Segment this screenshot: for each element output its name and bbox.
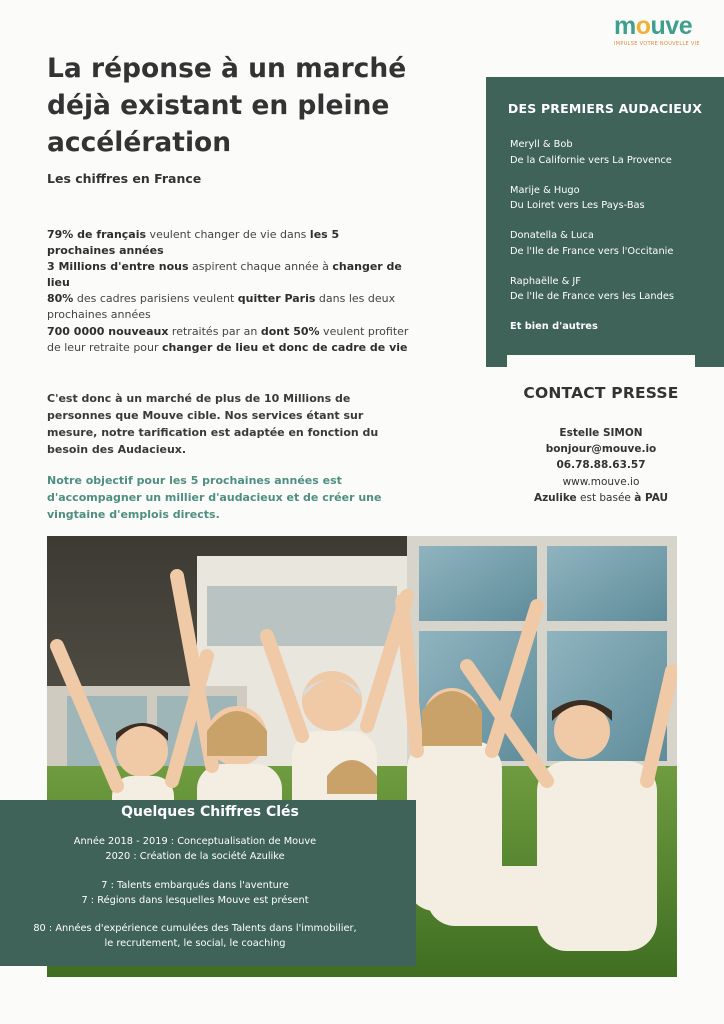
key-figure-line: 2020 : Création de la société Azulike xyxy=(105,851,285,863)
market-paragraph: C'est donc à un marché de plus de 10 Millions de personnes que Mouve cible. Nos services étant sur mesure, notre tarification est adaptée en fonction du besoin des Audacieux. xyxy=(47,392,379,456)
logo-wordmark: mouve xyxy=(614,12,693,40)
panel-more-text: Et bien d'autres xyxy=(510,321,598,332)
key-figures-title: Quelques Chiffres Clés xyxy=(121,804,299,820)
entry-names: Marije & Hugo xyxy=(510,184,580,196)
key-figures-list xyxy=(0,834,390,952)
panel-heading: DES PREMIERS AUDACIEUX xyxy=(507,101,703,116)
stat-line: 80% des cadres parisiens veulent quitter Paris dans les deux prochaines années xyxy=(47,292,396,322)
logo-tagline: IMPULSE VOTRE NOUVELLE VIE xyxy=(614,41,700,47)
audacious-list xyxy=(510,137,715,319)
key-figure-line: 7 : Régions dans lesquelles Mouve est présent xyxy=(81,894,309,906)
objective-paragraph: Notre objectif pour les 5 prochaines années est d'accompagner un millier d'audacieux et de créer une vingtaine d'emplois directs. xyxy=(47,474,382,521)
entry-names: Meryll & Bob xyxy=(510,139,573,150)
entry-route: De l'Ile de France vers l'Occitanie xyxy=(510,245,674,257)
contact-phone[interactable]: 06.78.88.63.57 xyxy=(556,459,646,472)
contact-title: CONTACT PRESSE xyxy=(523,384,679,402)
entry-route: Du Loiret vers Les Pays-Bas xyxy=(510,200,645,212)
contact-company-line: Azulike est basée à PAU xyxy=(533,491,669,504)
contact-website[interactable]: www.mouve.io xyxy=(562,475,640,488)
stat-line: 79% de français veulent changer de vie dans les 5 prochaines années xyxy=(47,228,340,258)
key-figure-line: le recrutement, le social, le coaching xyxy=(104,938,286,950)
audacious-entry xyxy=(510,137,715,168)
key-figure-line: 7 : Talents embarqués dans l'aventure xyxy=(101,879,289,891)
key-figures-box xyxy=(0,800,416,966)
entry-names: Raphaëlle & JF xyxy=(510,275,581,287)
entry-route: De la Californie vers La Provence xyxy=(510,154,672,166)
section-subtitle: Les chiffres en France xyxy=(47,171,202,186)
contact-block xyxy=(486,425,716,506)
first-audacious-panel xyxy=(486,77,724,367)
key-figure-line: 80 : Années d'expérience cumulées des Talents dans l'immobilier, xyxy=(33,923,357,935)
audacious-entry xyxy=(510,183,715,214)
contact-email[interactable]: bonjour@mouve.io xyxy=(545,443,657,456)
contact-name: Estelle SIMON xyxy=(559,427,643,439)
entry-route: De l'Ile de France vers les Landes xyxy=(510,291,674,303)
entry-names: Donatella & Luca xyxy=(510,230,594,242)
page-title: La réponse à un marché déjà existant en pleine accélération xyxy=(47,53,407,158)
mouve-logo xyxy=(614,12,712,48)
panel-divider xyxy=(507,355,695,367)
stat-line: 3 Millions d'entre nous aspirent chaque année à changer de lieu xyxy=(47,260,402,290)
key-figure-line: Année 2018 - 2019 : Conceptualisation de Mouve xyxy=(73,836,317,847)
stats-list xyxy=(47,227,409,356)
stat-line: 700 0000 nouveaux retraités par an dont 50% veulent profiter de leur retraite pour changer de lieu et donc de cadre de vie xyxy=(47,324,409,354)
audacious-entry xyxy=(510,274,715,305)
audacious-entry xyxy=(510,228,715,259)
